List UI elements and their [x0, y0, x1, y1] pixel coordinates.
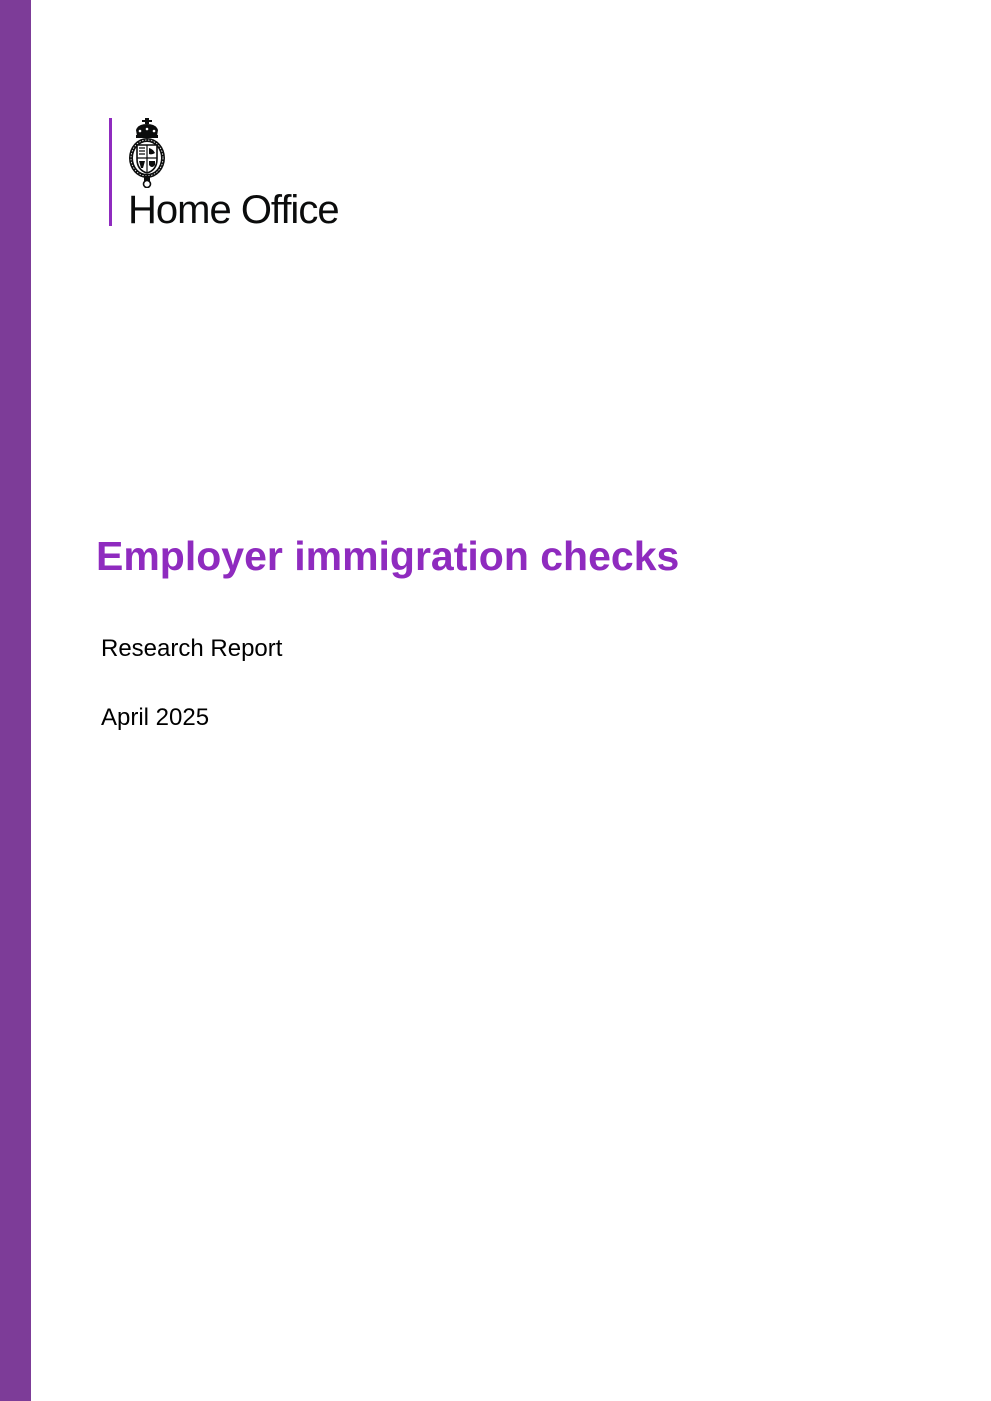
organisation-name: Home Office [128, 188, 339, 232]
side-color-band [0, 0, 31, 1401]
document-title: Employer immigration checks [96, 533, 680, 579]
royal-coat-of-arms-icon [126, 118, 168, 188]
publication-date: April 2025 [101, 704, 210, 731]
logo-rule [109, 118, 112, 226]
document-type: Research Report [101, 635, 283, 662]
home-office-logo [109, 118, 379, 232]
